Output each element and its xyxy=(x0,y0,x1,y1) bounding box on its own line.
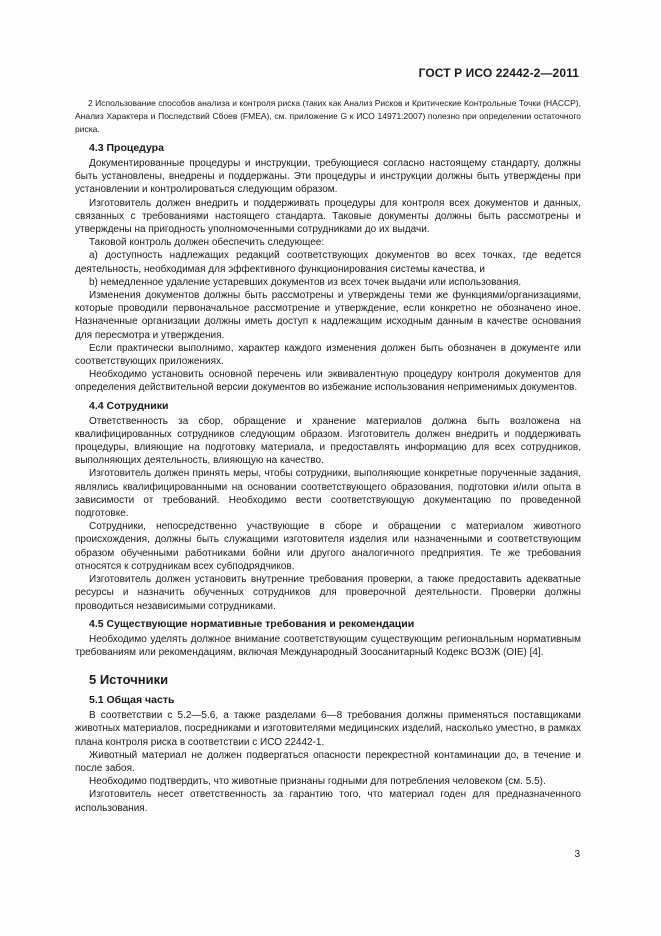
paragraph: Сотрудники, непосредственно участвующие в сборе и обращении с материалом животного происхождения, должны быть служащими изготовителя изделия или назначенными и соответствующим образом обученными работниками бойни или другого аналогичного предприятия. Те же требования относятся к сотрудникам всех субподрядчиков. xyxy=(75,521,581,572)
paragraph: Необходимо уделять должное внимание соответствующим существующим региональным нормативным требованиям или рекомендациям, включая Международный Зоосанитарный Кодекс ВОЗЖ (OIE) [4]. xyxy=(75,633,581,658)
paragraph: Документированные процедуры и инструкции, требующиеся согласно настоящему стандарту, должны быть установлены, внедрены и поддержаны. Эти процедуры и инструкции должны быть утверждены при установлении и контролироваться следующим образом. xyxy=(75,158,581,196)
paragraph: Изготовитель должен установить внутренние требования проверки, а также предоставить адекватные ресурсы и назначить обученных сотрудников для проверочной деятельности. Проверки должны проводиться независимыми сотрудниками. xyxy=(75,574,581,612)
paragraph: Изготовитель должен внедрить и поддерживать процедуры для контроля всех документов и данных, связанных с требованиями настоящего стандарта. Таковые документы должны быть рассмотрены и утверждены на пригодность уполномоченными сотрудниками до их выдачи. xyxy=(75,197,581,236)
chapter-heading-5: 5 Источники xyxy=(89,672,169,688)
section-heading-4-3: 4.3 Процедура xyxy=(89,142,164,154)
paragraph: Изготовитель должен принять меры, чтобы сотрудники, выполняющие конкретные порученные задания, являлись квалифицированными на основании соответствующего образования, подготовки и/или опыта в зависимости от требований. Необходимо вести соответствующую документацию по проведенной подготовке. xyxy=(75,468,581,520)
paragraph: Таковой контроль должен обеспечить следующее: xyxy=(89,237,325,249)
page-number: 3 xyxy=(574,849,580,860)
section-heading-4-5: 4.5 Существующие нормативные требования и рекомендации xyxy=(89,617,415,630)
section-heading-4-4: 4.4 Сотрудники xyxy=(89,399,169,412)
section-heading-5-1: 5.1 Общая часть xyxy=(89,694,175,707)
paragraph: Необходимо установить основной перечень или эквивалентную процедуру контроля документов для определения действительной версии документов во избежание использования неприменимых документов. xyxy=(75,369,581,394)
paragraph: Изменения документов должны быть рассмотрены и утверждены теми же функциями/организациями, которые проводили первоначальное рассмотрение и утверждение, если конкретно не обозначено иное. Назначенные организации должны иметь доступ к надлежащим исходным данным в качестве основания для пересмотра и утверждения. xyxy=(75,290,581,341)
paragraph: Животный материал не должен подвергаться опасности перекрестной контаминации до, в течение и после забоя. xyxy=(75,749,581,774)
document-body xyxy=(75,97,581,815)
paragraph: Ответственность за сбор, обращение и хранение материалов должна быть возложена на квалифицированных сотрудников следующим образом. Изготовитель должен внедрить и поддерживать процедуры, влияющие на подготовку материала, и предоставлять информацию для всех сотрудников, выполняющих деятельность, влияющую на качество. xyxy=(75,415,581,467)
paragraph: Если практически выполнимо, характер каждого изменения должен быть обозначен в документе или соответствующих приложениях. xyxy=(75,342,581,368)
paragraph: В соответствии с 5.2—5.6, а также разделами 6—8 требования должны применяться поставщиками животных материалов, посредниками и изготовителями медицинских изделий, насколько уместно, в рамках плана контроля риска в соответствии с ИСО 22442-1. xyxy=(75,710,581,748)
list-item-a: a) доступность надлежащих редакций соответствующих документов во всех точках, где ведется деятельность, необходимая для эффективного функционирования системы качества, и xyxy=(75,250,581,275)
paragraph: Изготовитель несет ответственность за гарантию того, что материал годен для предназначенного использования. xyxy=(75,789,581,814)
note-paragraph: 2 Использование способов анализа и контроля риска (таких как Анализ Рисков и Критические Контрольные Точки (HACCP), Анализ Характера и Последствий Сбоев (FMEA), см. приложение G к ИСО 14971:2007) полезно при определении остаточного риска. xyxy=(75,98,581,134)
document-header: ГОСТ Р ИСО 22442-2—2011 xyxy=(418,66,579,80)
list-item-b: b) немедленное удаление устаревших документов из всех точек выдачи или использования. xyxy=(89,276,522,288)
paragraph: Необходимо подтвердить, что животные признаны годными для потребления человеком (см. 5.5). xyxy=(89,776,546,788)
